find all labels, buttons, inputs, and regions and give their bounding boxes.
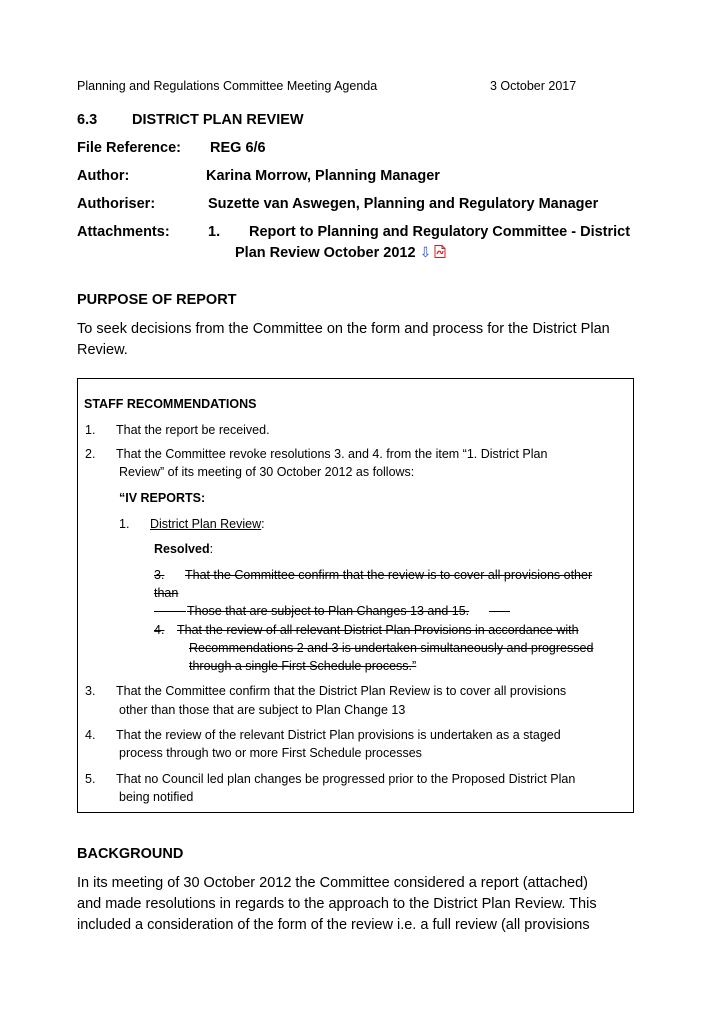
struck-4-line2: Recommendations 2 and 3 is undertaken simultaneously and progressed: [189, 641, 594, 655]
rec-4-number: 4.: [85, 728, 96, 742]
purpose-text-line2: Review.: [77, 342, 128, 358]
resolved-label: [154, 542, 213, 556]
author-label: Author:: [77, 168, 130, 184]
background-line2: and made resolutions in regards to the approach to the District Plan Review. This: [77, 896, 597, 912]
rec-2-line1: That the Committee revoke resolutions 3. and 4. from the item “1. District Plan: [116, 447, 548, 461]
rec-3-line1: That the Committee confirm that the District Plan Review is to cover all provisions: [116, 684, 567, 698]
purpose-heading: PURPOSE OF REPORT: [77, 292, 237, 308]
attachments-label: Attachments:: [77, 224, 170, 240]
rec-1-number: 1.: [85, 423, 96, 437]
background-line1: In its meeting of 30 October 2012 the Committee considered a report (attached): [77, 875, 588, 891]
author-value: Karina Morrow, Planning Manager: [206, 168, 440, 184]
resolved-text: Resolved: [154, 542, 210, 556]
struck-3-line2: than: [154, 586, 179, 600]
rec-5-number: 5.: [85, 772, 96, 786]
rec-2-number: 2.: [85, 447, 96, 461]
struck-4-line1: That the review of all relevant District Plan Provisions in accordance with: [177, 623, 579, 637]
header-date: 3 October 2017: [490, 79, 577, 93]
file-reference-value: REG 6/6: [210, 140, 266, 156]
rec-4-line2: process through two or more First Schedule processes: [119, 746, 422, 760]
attachment-title-line2: [235, 244, 446, 261]
rec-4-line1: That the review of the relevant District Plan provisions is undertaken as a staged: [116, 728, 561, 742]
struck-4-line3: through a single First Schedule process.”: [189, 659, 417, 673]
rec-3-line2: other than those that are subject to Plan Change 13: [119, 703, 406, 717]
attachment-title-line1: Report to Planning and Regulatory Committee - District: [249, 224, 631, 240]
item-number: 6.3: [77, 112, 98, 128]
rec-3-number: 3.: [85, 684, 96, 698]
sub-item-title: [150, 517, 265, 531]
background-line3: included a consideration of the form of the review i.e. a full review (all provisions: [77, 917, 590, 933]
struck-3-trailing-rule: [489, 611, 510, 612]
struck-4-number: 4.: [154, 623, 165, 637]
struck-3-number: 3.: [154, 568, 165, 582]
pdf-file-icon[interactable]: [434, 245, 446, 258]
sub-item-number: 1.: [119, 517, 130, 531]
struck-3-line3: Those that are subject to Plan Changes 13 and 15.: [187, 604, 470, 618]
struck-3-line1: That the Committee confirm that the review is to cover all provisions other: [185, 568, 593, 582]
download-arrow-icon[interactable]: ⇩: [419, 244, 432, 260]
rec-5-line2: being notified: [119, 790, 194, 804]
file-reference-label: File Reference:: [77, 140, 181, 156]
rec-1-text: That the report be received.: [116, 423, 270, 437]
sub-item-colon: :: [261, 517, 265, 531]
authoriser-label: Authoriser:: [77, 196, 156, 212]
purpose-text-line1: To seek decisions from the Committee on the form and process for the District Plan: [77, 321, 610, 337]
background-heading: BACKGROUND: [77, 846, 184, 862]
iv-reports-heading: “IV REPORTS:: [119, 491, 206, 505]
rec-2-line2: Review” of its meeting of 30 October 2012 as follows:: [119, 465, 415, 479]
rec-5-line1: That no Council led plan changes be progressed prior to the Proposed District Plan: [116, 772, 576, 786]
recommendations-heading: STAFF RECOMMENDATIONS: [84, 397, 257, 411]
attachment-number: 1.: [208, 224, 221, 240]
resolved-colon: :: [209, 542, 214, 556]
attachment-title-text: Plan Review October 2012: [235, 245, 416, 261]
struck-3-indent-rule: [154, 611, 186, 612]
item-title: DISTRICT PLAN REVIEW: [132, 112, 304, 128]
authoriser-value: Suzette van Aswegen, Planning and Regulatory Manager: [208, 196, 599, 212]
sub-item-title-text: District Plan Review: [150, 517, 262, 531]
header-title: Planning and Regulations Committee Meeting Agenda: [77, 79, 378, 93]
